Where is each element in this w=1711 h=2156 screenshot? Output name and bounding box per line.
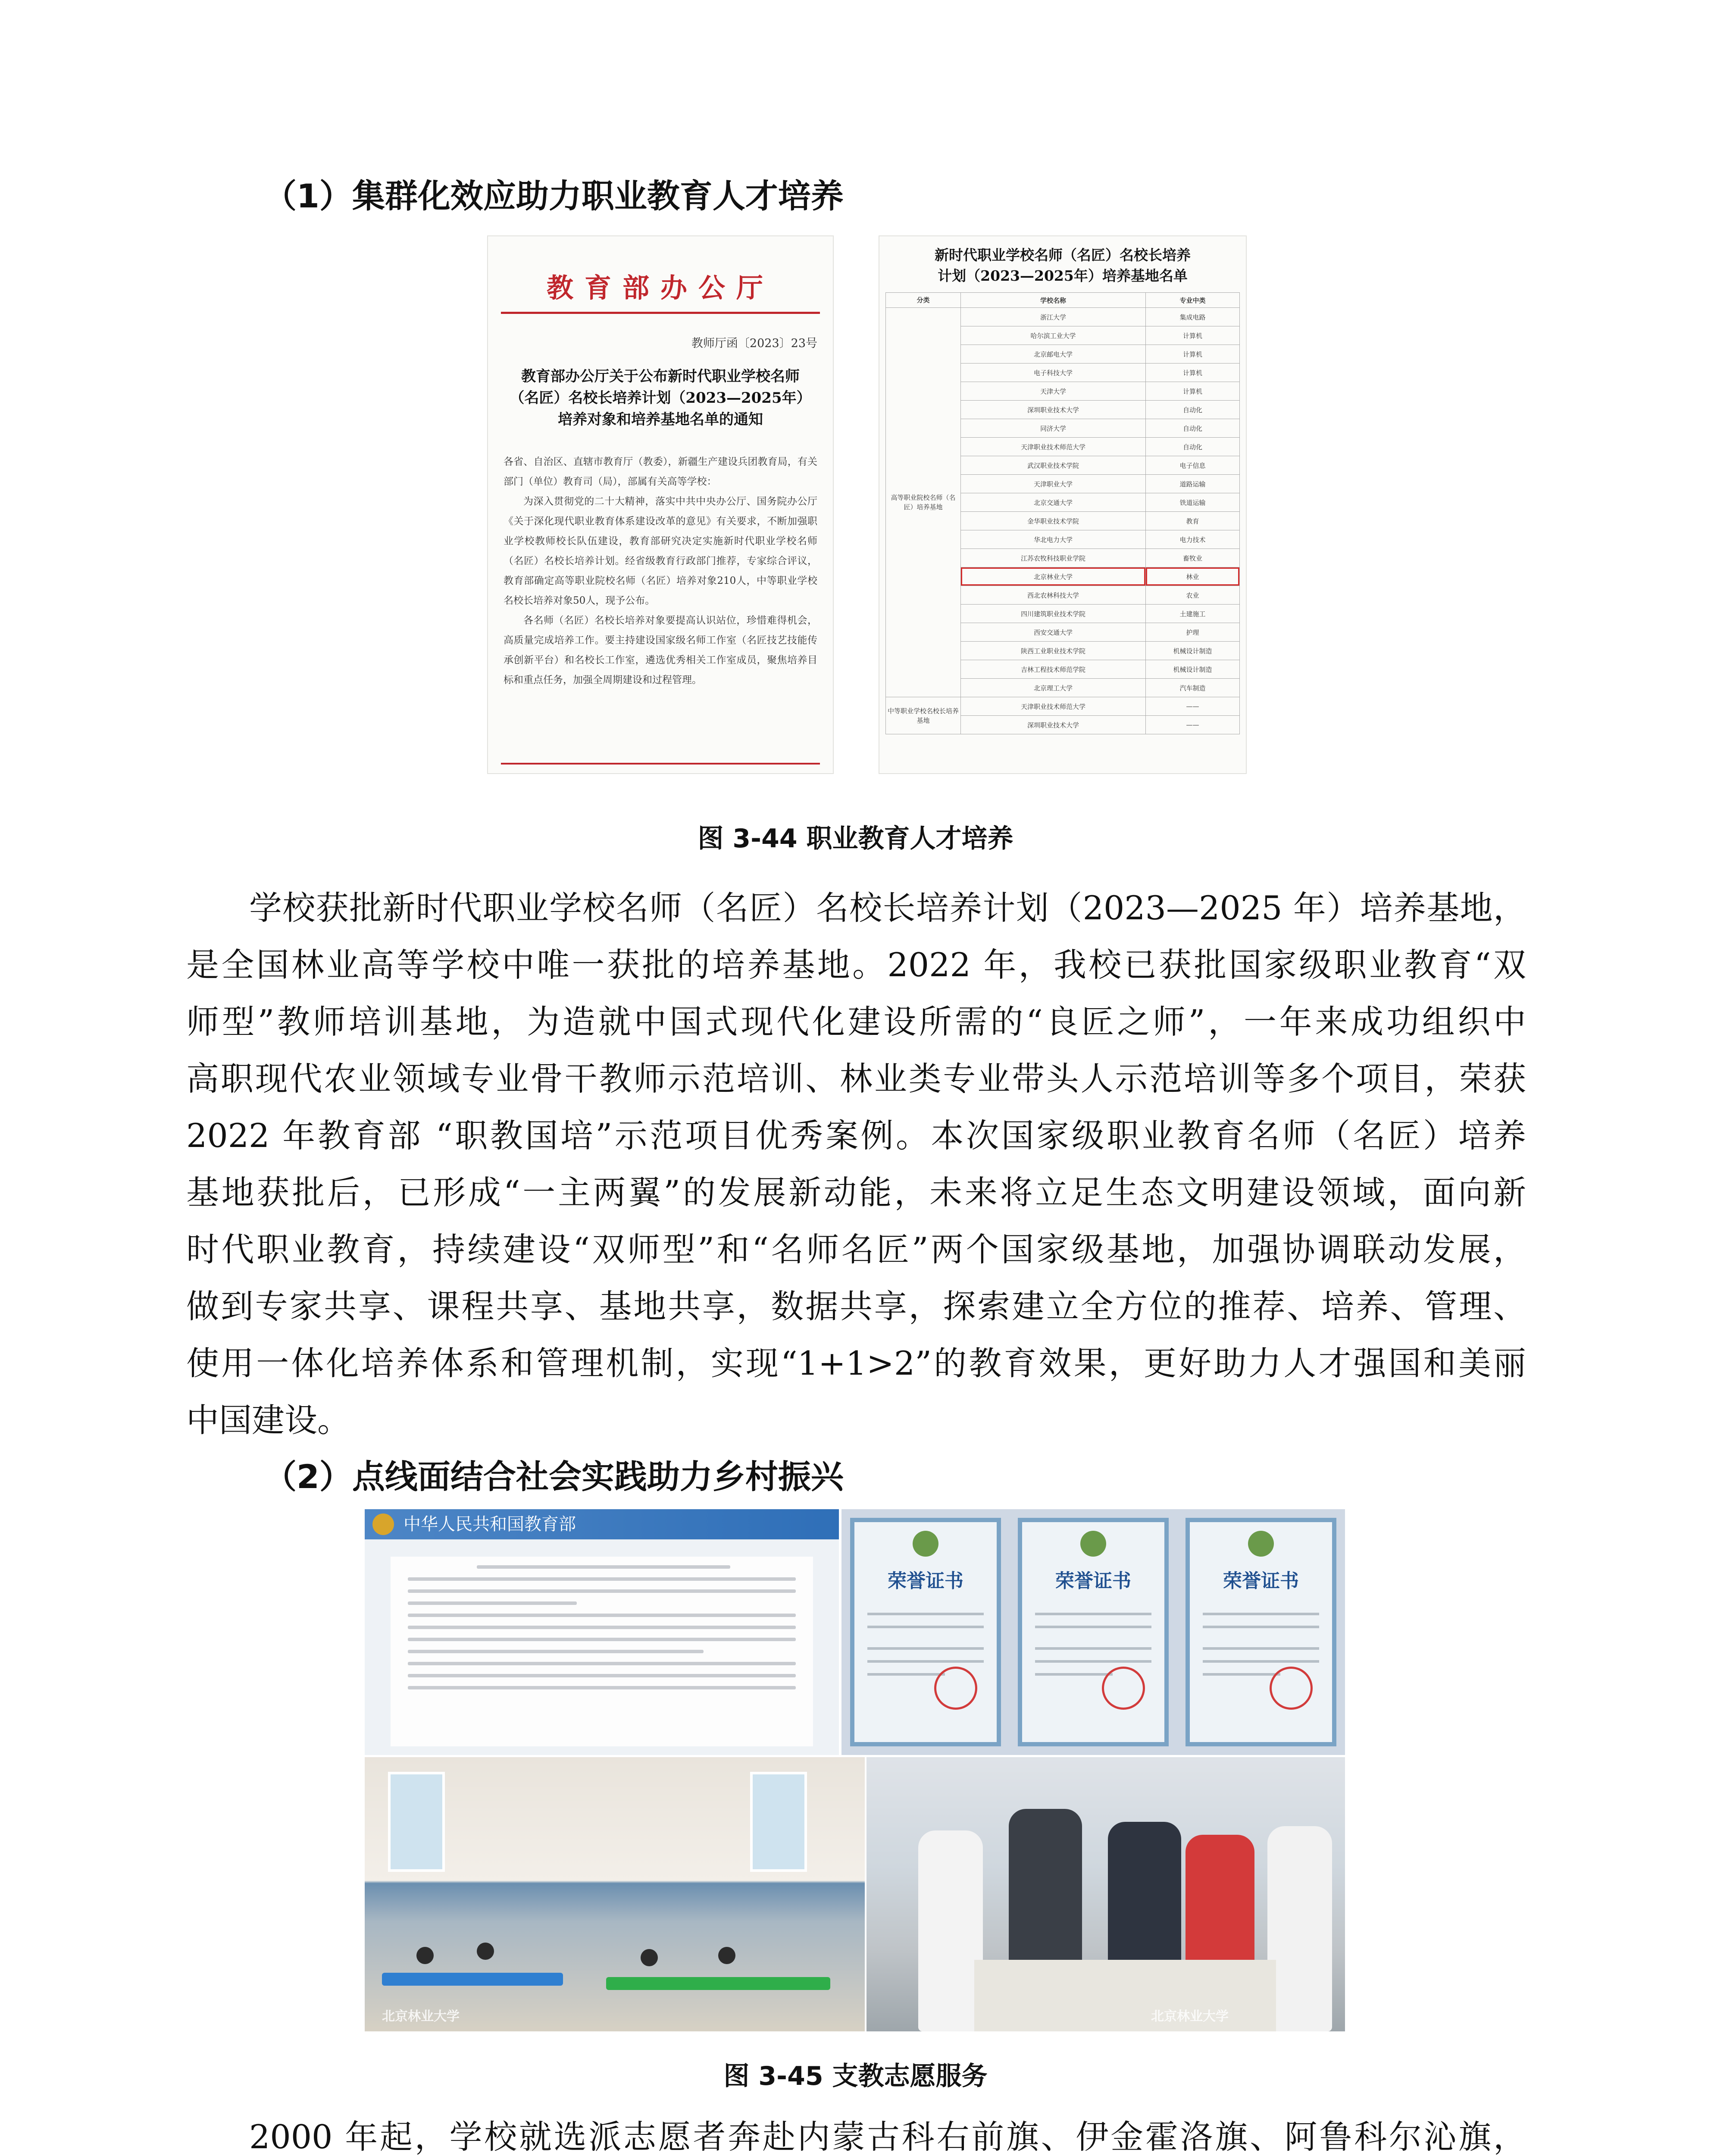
certificate-title: 荣誉证书 [888,1570,963,1592]
notice-title-line: （名匠）名校长培养计划（2023—2025年） [510,389,811,407]
red-rule [501,312,820,314]
major-cell: 电子信息 [1146,456,1240,475]
major-cell: 汽车制造 [1146,679,1240,697]
certificate-title: 荣誉证书 [1223,1570,1299,1592]
paragraph-2 [186,2109,1526,2156]
notice-header: 教育部办公厅 [546,272,774,304]
paragraph-line: 高职现代农业领域专业骨干教师示范培训、林业类专业带头人示范培训等多个项目，荣获 [186,1059,1526,1098]
major-cell: 林业 [1146,567,1240,586]
school-cell: 四川建筑职业技术学院 [961,605,1146,623]
school-logo-icon [913,1531,938,1557]
school-cell: 北京交通大学 [961,493,1146,512]
school-cell: 江苏农牧科技职业学院 [961,549,1146,567]
major-cell: 计算机 [1146,326,1240,345]
major-cell: 道路运输 [1146,475,1240,493]
major-cell: 计算机 [1146,382,1240,401]
school-cell: 北京邮电大学 [961,345,1146,364]
paragraph-line: 2022 年教育部 “职教国培”示范项目优秀案例。本次国家级职业教育名师（名匠）培养 [186,1116,1526,1155]
notice-paragraph: 各省、自治区、直辖市教育厅（教委），新疆生产建设兵团教育局，有关部门（单位）教育司（局），部属有关高等学校： [504,456,817,487]
notice-body [504,452,817,690]
section-heading-1: （1）集群化效应助力职业教育人才培养 [264,177,844,215]
major-cell: 教育 [1146,512,1240,530]
category-cell: 高等职业院校名师（名匠）培养基地 [886,308,961,697]
paragraph-1 [186,880,1526,1449]
school-cell: 天津职业技术师范大学 [961,697,1146,716]
paragraph-line: 使用一体化培养体系和管理机制，实现“1+1>2”的教育效果，更好助力人才强国和美丽 [186,1344,1526,1382]
certificate-1 [850,1518,1001,1746]
notice-title [505,366,816,430]
school-cell: 武汉职业技术学院 [961,456,1146,475]
school-cell: 西安交通大学 [961,623,1146,642]
paragraph-line: 做到专家共享、课程共享、基地共享，数据共享，探索建立全方位的推荐、培养、管理、 [186,1287,1526,1326]
header-school: 学校名称 [961,293,1146,308]
school-cell: 电子科技大学 [961,364,1146,382]
header-major: 专业中类 [1146,293,1240,308]
table [606,1977,830,1990]
major-cell: 自动化 [1146,438,1240,456]
school-cell: 浙江大学 [961,308,1146,326]
person [1267,1826,1332,2031]
major-cell: 电力技术 [1146,530,1240,549]
notice-title-line: 教育部办公厅关于公布新时代职业学校名师 [521,368,800,385]
major-cell: 土建施工 [1146,605,1240,623]
site-name: 中华人民共和国教育部 [404,1514,576,1534]
table [382,1973,563,1986]
major-cell: 计算机 [1146,345,1240,364]
major-cell: 自动化 [1146,419,1240,438]
certificate-2 [1018,1518,1169,1746]
school-watermark: 北京林业大学 [382,2009,460,2024]
table-header-row [886,293,1240,308]
figure-caption-1: 图 3-44 职业教育人才培养 [698,824,1013,854]
major-cell: 自动化 [1146,401,1240,419]
table-title [879,245,1246,286]
school-cell: 哈尔滨工业大学 [961,326,1146,345]
school-cell: 天津职业大学 [961,475,1146,493]
window [391,1774,442,1869]
certificate-title: 荣誉证书 [1055,1570,1131,1592]
child [416,1947,434,1964]
notice-document-image [488,236,833,773]
school-cell: 西北农林科技大学 [961,586,1146,605]
school-cell: 陕西工业职业技术学院 [961,642,1146,660]
article-body [391,1557,813,1746]
school-cell: 北京林业大学 [961,567,1146,586]
school-cell: 华北电力大学 [961,530,1146,549]
paragraph-line: 学校获批新时代职业学校名师（名匠）名校长培养计划（2023—2025 年）培养基地， [249,889,1526,927]
table-row [886,697,1240,716]
major-cell: 铁道运输 [1146,493,1240,512]
school-cell: 金华职业技术学院 [961,512,1146,530]
major-cell: 畜牧业 [1146,549,1240,567]
school-logo-icon [1248,1531,1274,1557]
table-row [886,308,1240,326]
major-cell: 机械设计制造 [1146,642,1240,660]
notice-title-line: 培养对象和培养基地名单的通知 [558,411,763,428]
child [718,1947,735,1964]
child [641,1949,658,1966]
figure-caption-2: 图 3-45 支教志愿服务 [723,2061,988,2091]
paragraph-line: 是全国林业高等学校中唯一获批的培养基地。2022 年，我校已获批国家级职业教育“双 [186,946,1526,984]
school-logo-icon [1080,1531,1106,1557]
national-emblem-icon [372,1514,394,1535]
window [753,1774,804,1869]
major-cell: 机械设计制造 [1146,660,1240,679]
red-rule-bottom [501,763,820,765]
classroom-photo [365,1757,865,2031]
base-table [885,292,1240,734]
paragraph-line: 2000 年起，学校就选派志愿者奔赴内蒙古科右前旗、伊金霍洛旗、阿鲁科尔沁旗， [249,2118,1526,2156]
section-heading-2: （2）点线面结合社会实践助力乡村振兴 [264,1457,844,1496]
visit-activity-photo [866,1757,1345,2031]
notice-paragraph: 为深入贯彻党的二十大精神，落实中共中央办公厅、国务院办公厅《关于深化现代职业教育体系建设改革的意见》有关要求，不断加强职业学校教师校长队伍建设，教育部研究决定实施新时代职业学校名师（名匠）名校长培养计划。经省级教育行政部门推荐，专家综合评议，教育部确定高等职业院校名师（名匠）培养对象210人，中等职业学校名校长培养对象50人，现予公布。 [504,496,817,606]
paragraph-line: 基地获批后，已形成“一主两翼”的发展新动能，未来将立足生态文明建设领域，面向新 [186,1173,1526,1212]
activity-table [974,1960,1276,2031]
paragraph-line: 中国建设。 [186,1401,350,1439]
major-cell: 护理 [1146,623,1240,642]
certificate-3 [1186,1518,1336,1746]
red-seal-stamp [936,1669,975,1708]
major-cell: 计算机 [1146,364,1240,382]
school-watermark: 北京林业大学 [1151,2009,1229,2024]
school-cell: 吉林工程技术师范学院 [961,660,1146,679]
table-title-line: 计划（2023—2025年）培养基地名单 [938,267,1188,284]
paragraph-line: 师型”教师培训基地，为造就中国式现代化建设所需的“良匠之师”，一年来成功组织中 [186,1003,1526,1041]
person [918,1830,983,2031]
major-cell: —— [1146,697,1240,716]
child [477,1943,494,1960]
paragraph-line: 时代职业教育，持续建设“双师型”和“名师名匠”两个国家级基地，加强协调联动发展， [186,1230,1526,1269]
school-cell: 北京理工大学 [961,679,1146,697]
header-category: 分类 [886,293,961,308]
red-seal-stamp [1272,1669,1311,1708]
major-cell: —— [1146,716,1240,734]
red-seal-stamp [1104,1669,1143,1708]
notice-paragraph: 各名师（名匠）名校长培养对象要提高认识站位，珍惜难得机会，高质量完成培养工作。要主持建设国家级名师工作室（名匠技艺技能传承创新平台）和名校长工作室，遴选优秀相关工作室成员，聚焦培养目标和重点任务，加强全周期建设和过程管理。 [504,615,817,686]
ministry-webpage-photo [365,1509,839,1755]
major-cell: 农业 [1146,586,1240,605]
base-list-table-image [879,236,1246,773]
school-cell: 同济大学 [961,419,1146,438]
school-cell: 深圳职业技术大学 [961,401,1146,419]
table-title-line: 新时代职业学校名师（名匠）名校长培养 [935,247,1191,263]
school-cell: 天津大学 [961,382,1146,401]
major-cell: 集成电路 [1146,308,1240,326]
school-cell: 天津职业技术师范大学 [961,438,1146,456]
category-cell: 中等职业学校名校长培养基地 [886,697,961,734]
notice-doc-number: 教师厅函〔2023〕23号 [691,337,817,350]
honor-certificates-photo [841,1509,1345,1755]
school-cell: 深圳职业技术大学 [961,716,1146,734]
